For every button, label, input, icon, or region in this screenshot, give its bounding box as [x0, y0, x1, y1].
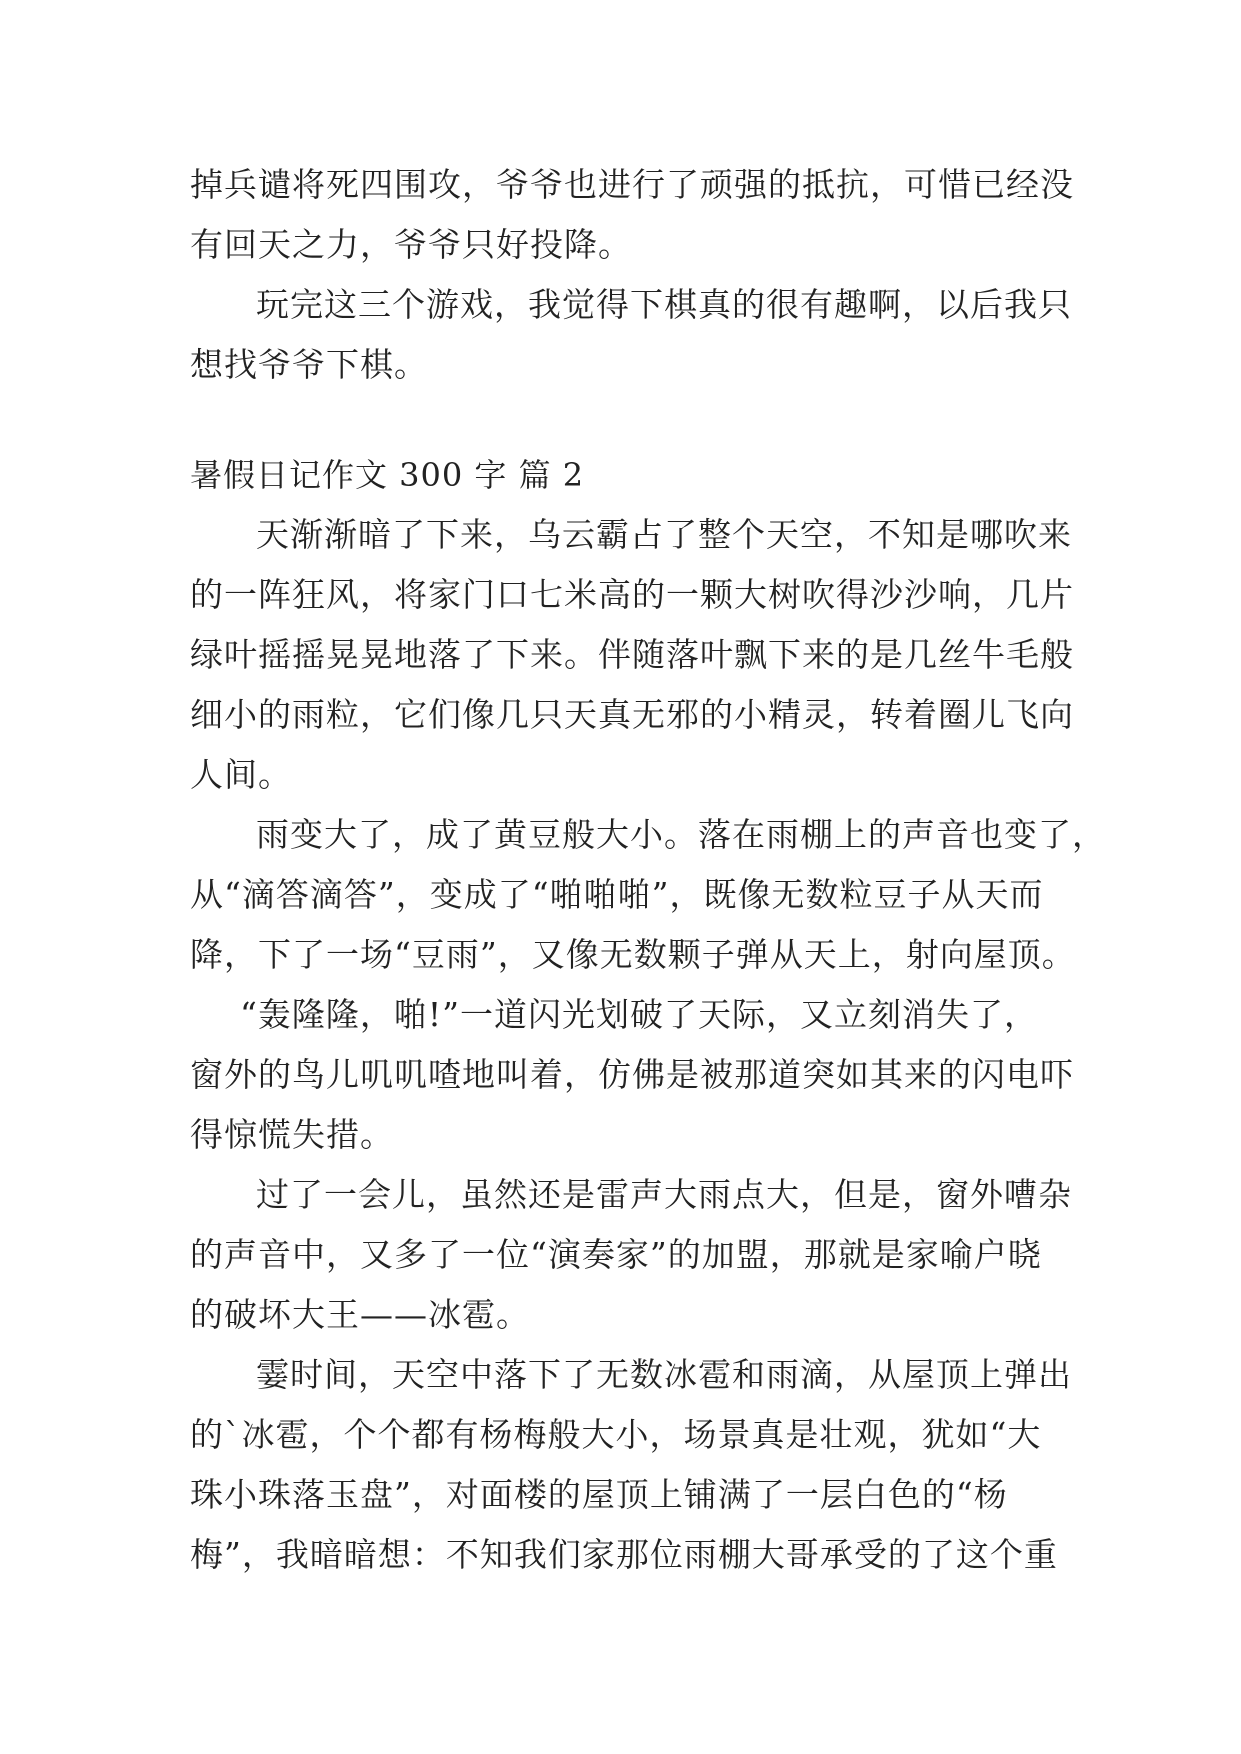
paragraph-start: 天渐渐暗了下来，乌云霸占了整个天空，不知是哪吹来	[256, 515, 1072, 554]
text-line: 得惊慌失措。	[190, 1115, 394, 1154]
paragraph-start: 雨变大了，成了黄豆般大小。落在雨棚上的声音也变了，	[256, 815, 1106, 854]
text-line: 人间。	[190, 755, 292, 794]
text-line: 珠小珠落玉盘”，对面楼的屋顶上铺满了一层白色的“杨	[190, 1475, 1008, 1514]
text-line: 从“滴答滴答”，变成了“啪啪啪”，既像无数粒豆子从天而	[190, 875, 1044, 914]
section-heading: 暑假日记作文 300 字 篇 2	[190, 456, 585, 494]
text-line: 梅”，我暗暗想：不知我们家那位雨棚大哥承受的了这个重	[190, 1535, 1058, 1574]
paragraph-start: 玩完这三个游戏，我觉得下棋真的很有趣啊，以后我只	[256, 285, 1072, 324]
text-line: 的声音中，又多了一位“演奏家”的加盟，那就是家喻户晓	[190, 1235, 1042, 1274]
paragraph-start: “轰隆隆，啪!”一道闪光划破了天际，又立刻消失了，	[240, 995, 1039, 1034]
text-line: 想找爷爷下棋。	[190, 345, 428, 384]
text-line: 的破坏大王——冰雹。	[190, 1295, 530, 1334]
text-line: 有回天之力，爷爷只好投降。	[190, 225, 632, 264]
paragraph-start: 霎时间，天空中落下了无数冰雹和雨滴，从屋顶上弹出	[256, 1355, 1072, 1394]
text-line: 的`冰雹，个个都有杨梅般大小，场景真是壮观，犹如“大	[190, 1415, 1042, 1454]
text-line: 绿叶摇摇晃晃地落了下来。伴随落叶飘下来的是几丝牛毛般	[190, 635, 1074, 674]
text-line: 降，下了一场“豆雨”，又像无数颗子弹从天上，射向屋顶。	[190, 935, 1076, 974]
text-line: 掉兵谴将死四围攻，爷爷也进行了顽强的抵抗，可惜已经没	[190, 165, 1074, 204]
paragraph-start: 过了一会儿，虽然还是雷声大雨点大，但是，窗外嘈杂	[256, 1175, 1072, 1214]
text-line: 的一阵狂风，将家门口七米高的一颗大树吹得沙沙响，几片	[190, 575, 1074, 614]
text-line: 细小的雨粒，它们像几只天真无邪的小精灵，转着圈儿飞向	[190, 695, 1074, 734]
text-line: 窗外的鸟儿叽叽喳地叫着，仿佛是被那道突如其来的闪电吓	[190, 1055, 1074, 1094]
